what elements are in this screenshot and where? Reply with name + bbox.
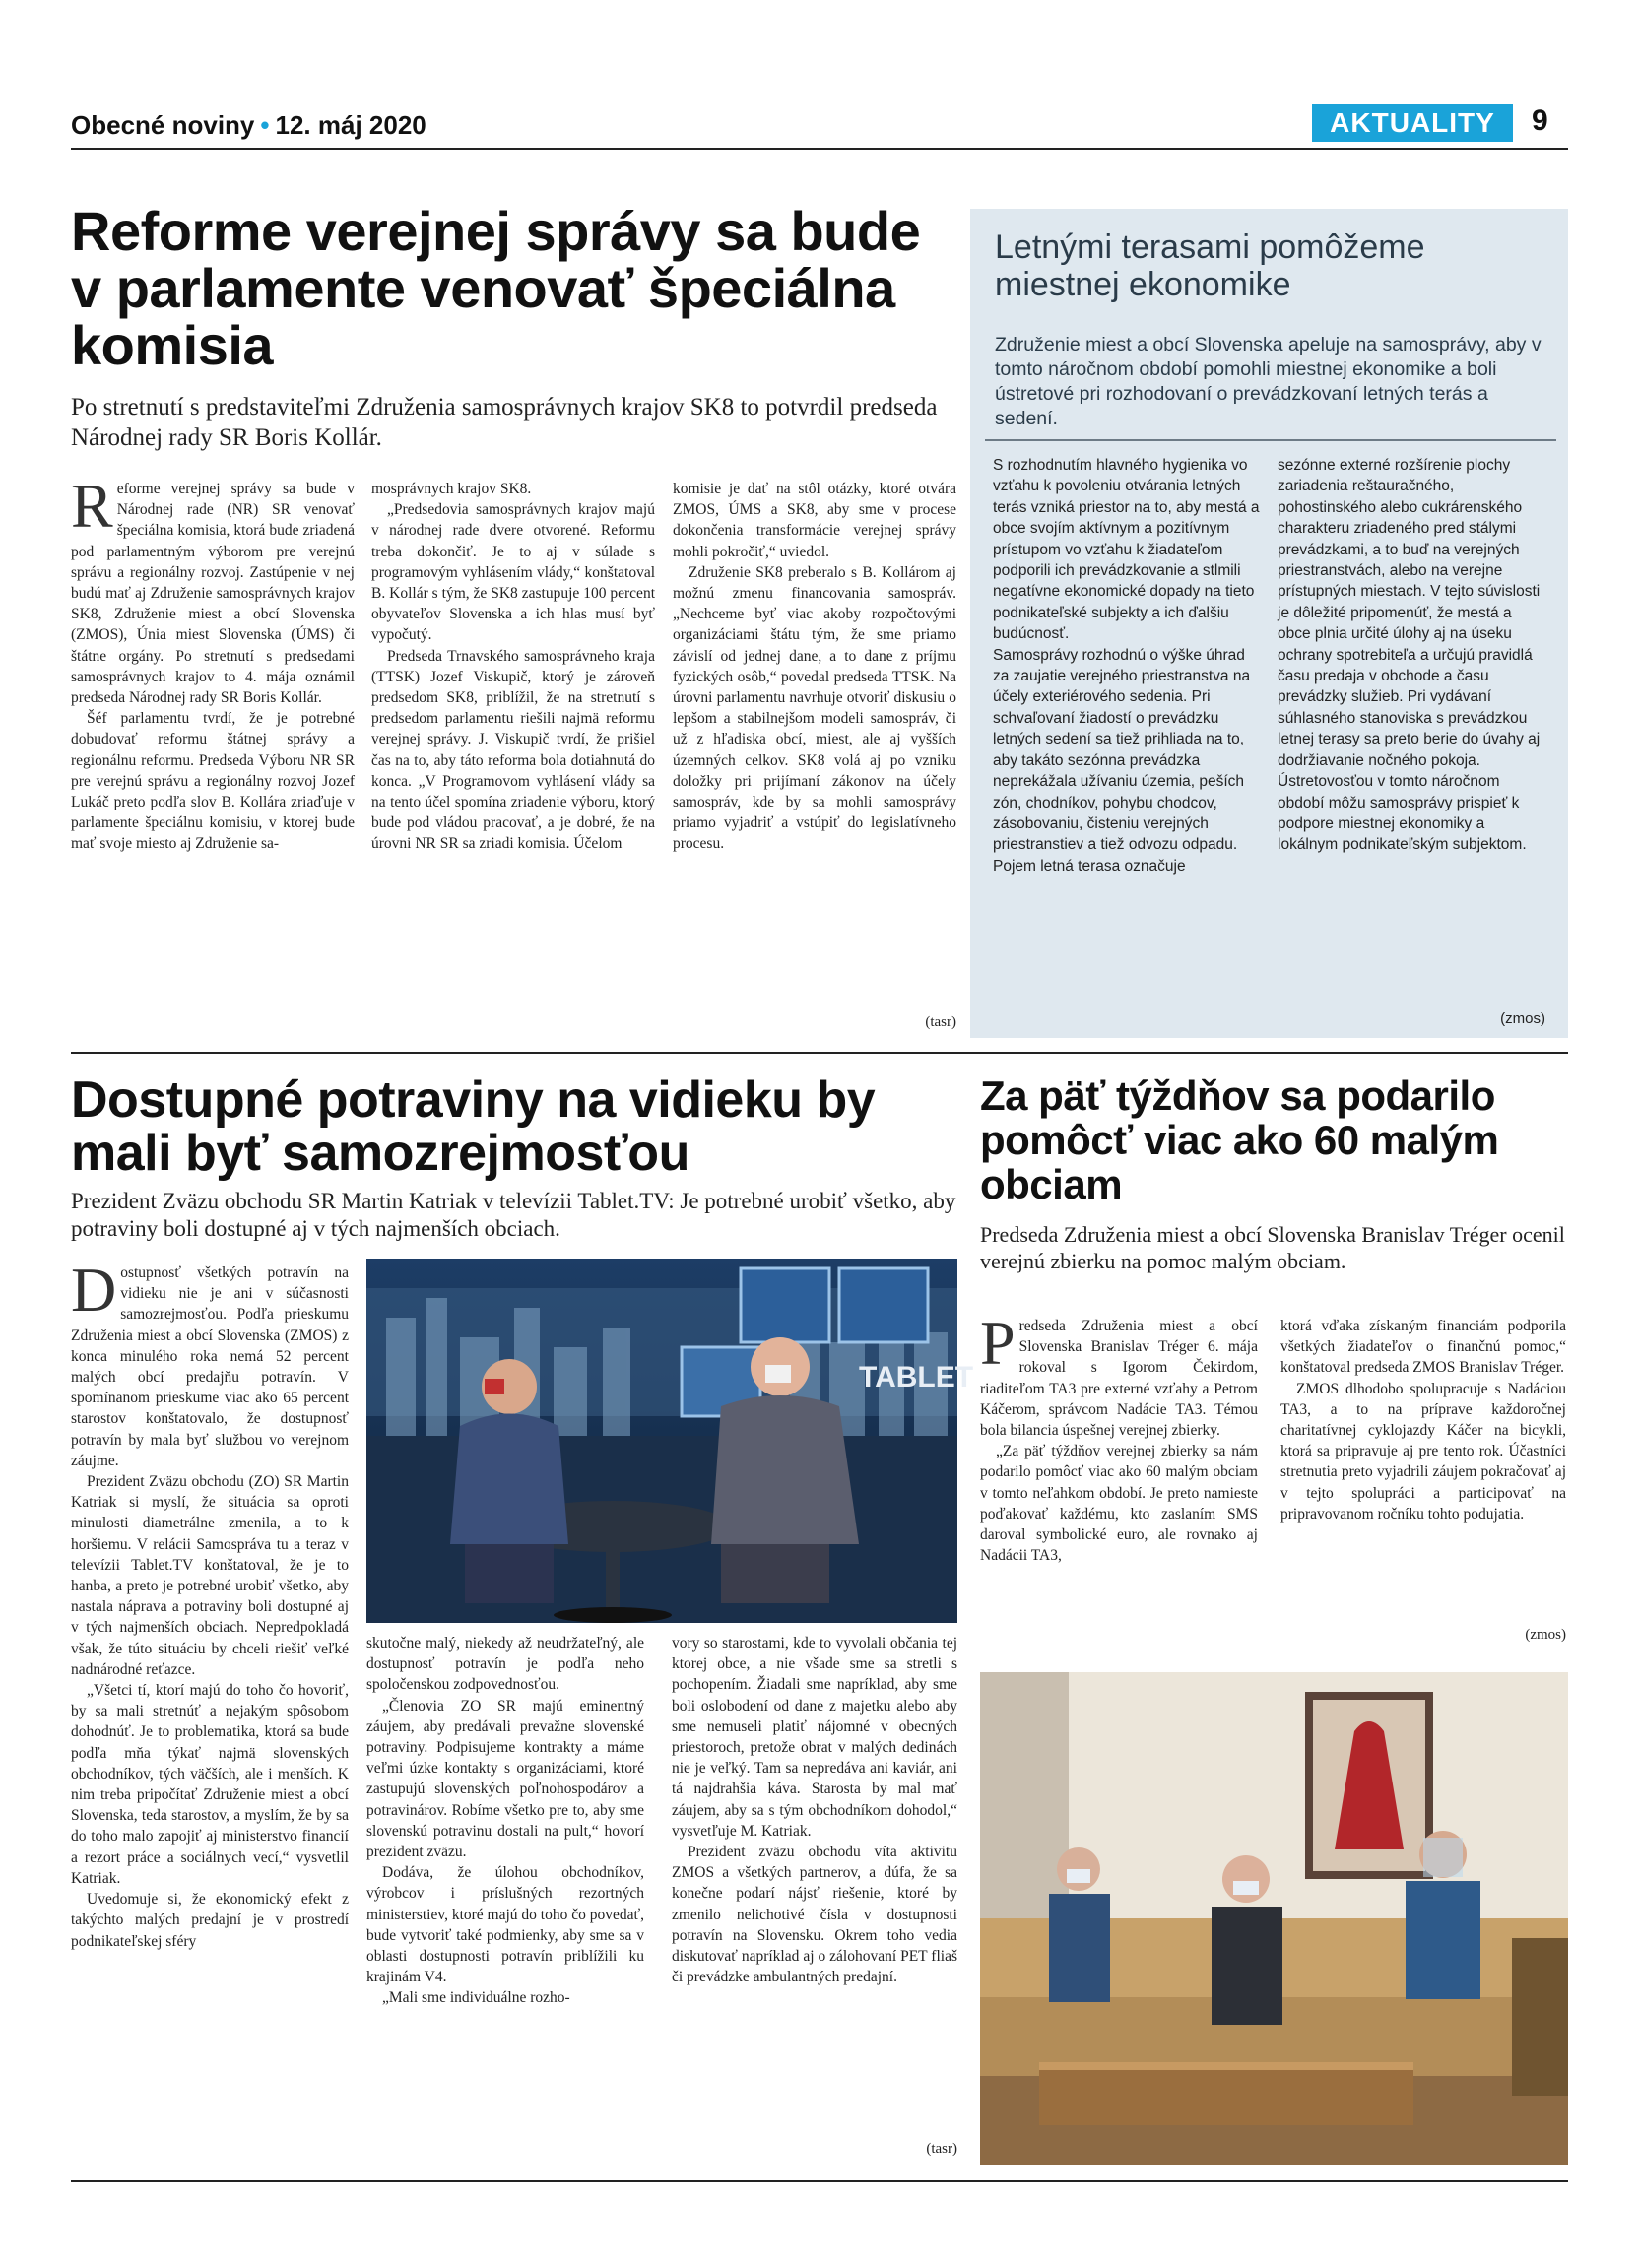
- article2-col1-p1: S rozhodnutím hlavného hygienika vo vzťahu k povoleniu otvárania letných terás vzniká priestor na to, aby mestá a obce svojím aktívnym a pozitívnym prístupom vo vzťahu k žiadateľom podporili ich prevádzkovanie a stlmili negatívne ekonomické dopady na tieto podnikateľské subjekty a ich ďalšiu budúcnosť.: [993, 457, 1260, 643]
- article3-col3-p2: Prezident zväzu obchodu víta aktivitu ZMOS a všetkých partnerov, a dúfa, že sa konečne podarí nájsť riešenie, ktoré by zmenilo nelichotivé čísla v dostupnosti potravín na Slovensku. Okrem toho vedia diskutovať napríklad aj o zálohovaní PET fliaš či prevádzke ambulantných predajní.: [672, 1844, 957, 1986]
- article1-deck: Po stretnutí s predstaviteľmi Združenia samosprávnych krajov SK8 to potvrdil predseda Národnej rady SR Boris Kollár.: [71, 394, 938, 451]
- article1-headline: Reforme verejnej správy sa bude v parlamente venovať špeciálna komisia: [71, 200, 921, 376]
- article1-col2: [371, 479, 655, 1040]
- article3-col1-p3: „Všetci tí, ktorí majú do toho čo hovoriť, by sa mali stretnúť a nejakým spôsobom dohodnúť. Je to problematika, ktorá sa bude podľa mňa týkať najmä slovenských obchodníkov, tých väčších, ale i menších. K nim treba pripočítať Združenie miest a obcí Slovenska, teda starostov, a myslím, že by sa do toho malo zapojiť aj ministerstvo financií a rezort práce a sociálnych vecí,“ vysvetlil Katriak.: [71, 1682, 349, 1887]
- header-rule: [71, 148, 1568, 150]
- article3-deck: Prezident Zväzu obchodu SR Martin Katriak v televízii Tablet.TV: Je potrebné urobiť všetko, aby potraviny boli dostupné aj v tých najmenších obciach.: [71, 1189, 956, 1241]
- tv-logo-text: TABLET: [859, 1361, 974, 1393]
- article1-source: (tasr): [925, 1014, 956, 1030]
- article3-headline: Dostupné potraviny na vidieku by mali byť samozrejmosťou: [71, 1071, 876, 1182]
- article4-headline: Za päť týždňov sa podarilo pomôcť viac ako 60 malým obciam: [980, 1072, 1499, 1207]
- article2-col1: [993, 455, 1261, 1016]
- tv-studio-illustration: [366, 1259, 974, 1623]
- section-label: AKTUALITY: [1312, 104, 1513, 142]
- article2-col2: [1278, 455, 1545, 1006]
- tv-studio-photo: [366, 1259, 974, 1623]
- article2-deck: Združenie miest a obcí Slovenska apeluje na samosprávy, aby v tomto náročnom období pomohli miestnej ekonomike a boli ústretové pri rozhodovaní o prevádzkovaní letných terás a sedení.: [995, 334, 1542, 429]
- article3-col2-p4: „Mali sme individuálne rozho-: [382, 1989, 570, 2007]
- article4-col1-p2: „Za päť týždňov verejnej zbierky sa nám podarilo pomôcť viac ako 60 malým obciam v tomto neľahkom období. Je preto namieste poďakovať každému, kto zaslaním SMS daroval symbolické euro, ale rovnako aj Nadácii TA3,: [980, 1443, 1258, 1565]
- article4-col2-p1: ktorá vďaka získaným financiám podporila všetkých žiadateľov o finančnú pomoc,“ konštatoval predseda ZMOS Branislav Tréger.: [1280, 1318, 1566, 1377]
- article3-col1: [71, 1255, 349, 2159]
- article1-col1-p2: Šéf parlamentu tvrdí, že je potrebné dobudovať reformu štátnej správy a regionálnu reformu. Predseda Výboru NR SR pre verejnú správu a regionálny rozvoj Jozef Lukáč preto podľa slov B. Kollára zriaďuje v parlamente špeciálnu komisiu, v ktorej bude mať svoje miesto aj Združenie sa-: [71, 710, 355, 853]
- meeting-photo: [980, 1672, 1568, 2165]
- article2-col1-p3: Pojem letná terasa označuje: [993, 857, 1186, 875]
- article1-col2-p3: Predseda Trnavského samosprávneho kraja (TTSK) Jozef Viskupič, ktorý je zároveň predsedom SK8, priblížil, že na stretnutí s predsedom parlamentu riešili najmä reformu verejnej správy. J. Viskupič tvrdí, že prišiel čas na to, aby táto reforma bola dotiahnutá do konca. „V Programovom vyhlásení vlády sa na tento účel spomína zriadenie výboru, ktorý bude pod vládou pracovať, a je dobré, že na úrovni NR SR sa zriadi komisia. Účelom: [371, 647, 655, 853]
- article4-col1-p1: redseda Združenia miest a obcí Slovenska Branislav Tréger 6. mája rokoval s Igorom Čekirdom, riaditeľom TA3 pre externé vzťahy a Petrom Káčerom, správcom Nadácie TA3. Témou bola bilancia úspešnej verejnej zbierky.: [980, 1318, 1258, 1440]
- article3-col2: [366, 1633, 644, 2165]
- article2-col2-p1: sezónne externé rozšírenie plochy zariadenia reštauračného, pohostinského alebo cukrárenského charakteru zriadeného pred stálymi prevádzkami, a to buď na verejných priestranstvách, alebo na verejne prístupných miestach. V tejto súvislosti je dôležité pripomenúť, že mestá a obce plnia určité úlohy aj na úseku ochrany spotrebiteľa a určujú pravidlá času predaja v obchode a času prevádzky služieb. Pri vydávaní súhlasného stanoviska s prevádzkou letnej terasy sa preto berie do úvahy aj dodržiavanie nočného pokoja.: [1278, 457, 1541, 769]
- article4-deck: Predseda Združenia miest a obcí Slovenska Branislav Tréger ocenil verejnú zbierku na pomoc malým obciam.: [980, 1222, 1565, 1273]
- article4-col2-p2: ZMOS dlhodobo spolupracuje s Nadáciou TA3, a to na príprave každoročnej charitatívnej cyklojazdy Káčer na bicykli, ktorá sa pripravuje aj pre tento rok. Účastníci stretnutia preto vyjadrili záujem pokračovať aj v tejto spolupráci a participovať na pripravovanom ročníku tohto podujatia.: [1280, 1380, 1566, 1523]
- article2-col1-p2: Samosprávy rozhodnú o výške úhrad za zaujatie verejného priestranstva na účely exteriérového sedenia. Pri schvaľovaní žiadostí o prevádzku letných sedení sa tiež prihliada na to, aby takáto sezónna prevádzka neprekážala užívaniu územia, peších zón, chodníkov, pohybu chodcov, zásobovaniu, čisteniu verejných priestranstiev a tiež odvozu odpadu.: [993, 646, 1251, 854]
- article2-headline: Letnými terasami pomôžeme miestnej ekonomike: [995, 228, 1425, 303]
- article1-col3: [673, 479, 956, 1010]
- meeting-illustration: [980, 1672, 1568, 2165]
- article2-col2-p2: Ústretovosťou v tomto náročnom období môžu samosprávy prispieť k podpore miestnej ekonomiky a lokálnym podnikateľským subjektom.: [1278, 773, 1527, 854]
- footer-rule: [71, 2180, 1568, 2182]
- article1-dropcap: R: [71, 471, 113, 541]
- article3-col1-p2: Prezident Zväzu obchodu (ZO) SR Martin Katriak si myslí, že situácia sa oproti minulosti diametrálne zmenila, a to k horšiemu. V relácii Samospráva tu a teraz v televízii Tablet.TV konštatoval, že je to hanba, a preto je potrebné urobiť všetko, aby nastala náprava a potraviny boli dostupné aj v tých najmenších obciach. Nepredpokladá však, že túto situáciu by chceli riešiť veľké nadnárodné reťazce.: [71, 1473, 349, 1678]
- article3-col3-p1: vory so starostami, kde to vyvolali občania tej ktorej obce, a nie všade sme sa stretli s pochopením. Žiadali sme napríklad, aby sme boli oslobodení od dane z majetku alebo aby sme nemuseli platiť nájomné v obecných priestoroch, pretože obrat v malých dedinách nie je veľký. Tam sa nepredáva ani kaviár, ani tá najdrahšia káva. Starosta by mal mať záujem, aby sa s tým obchodníkom dohodol,“ vysvetľuje M. Katriak.: [672, 1635, 957, 1840]
- article3-dropcap: D: [71, 1255, 117, 1325]
- article1-col1-p1: eforme verejnej správy sa bude v Národnej rade (NR) SR venovať špeciálna komisia, ktorá bude zriadená pod parlamentným výborom pre verejnú správu a regionálny rozvoj. Zastúpenie v nej budú mať aj Združenie samosprávnych krajov SK8, Združenie miest a obcí Slovenska (ZMOS), Únia miest Slovenska (ÚMS) či štátne orgány. Po stretnutí s predsedami samosprávnych krajov to 4. mája oznámil predseda Národnej rady SR Boris Kollár.: [71, 481, 355, 707]
- article3-col1-p4: Uvedomuje si, že ekonomický efekt z takýchto malých predajní je v prostredí podnikateľskej sféry: [71, 1891, 349, 1950]
- article4-col1: [980, 1308, 1258, 1651]
- article3-col3: [672, 1633, 957, 2078]
- article3-col2-p1: skutočne malý, niekedy až neudržateľný, ale dostupnosť potravín je podľa neho spoločenskou zodpovednosťou.: [366, 1635, 644, 1694]
- article1-col1: [71, 471, 355, 1040]
- article1-col2-p1: mosprávnych krajov SK8.: [371, 481, 532, 497]
- article3-col2-p3: Dodáva, že úlohou obchodníkov, výrobcov i príslušných rezortných ministerstiev, ktoré majú do toho čo povedať, bude vytvoriť také podmienky, aby sme sa v oblasti dostupnosti potravín priblížili ku krajinám V4.: [366, 1864, 644, 1986]
- article2-source: (zmos): [1500, 1010, 1545, 1027]
- page-header-left: [71, 110, 426, 141]
- article4-source: (zmos): [1525, 1627, 1566, 1643]
- article4-dropcap: P: [980, 1308, 1016, 1378]
- article1-col3-p1: komisie je dať na stôl otázky, ktoré otvára ZMOS, ÚMS a SK8, aby sme v procese dokončenia transformácie verejnej správy mohli pokročiť,“ uviedol.: [673, 481, 956, 560]
- middle-rule: [71, 1052, 1568, 1054]
- article3-source: (tasr): [926, 2141, 957, 2157]
- header-separator: •: [260, 110, 270, 140]
- page-number: 9: [1532, 104, 1548, 137]
- article4-col2: [1280, 1316, 1566, 1631]
- article3-col2-p2: „Členovia ZO SR majú eminentný záujem, aby predávali prevažne slovenské potraviny. Podpisujeme kontrakty a máme veľmi úzke kontakty s organizáciami, ktoré zastupujú slovenských poľnohospodárov a potravinárov. Robíme všetko pre to, aby sme slovenskú potravinu dostali na pult,“ hovorí prezident zväzu.: [366, 1697, 644, 1861]
- paper-name: Obecné noviny: [71, 110, 255, 140]
- article1-col2-p2: „Predsedovia samosprávnych krajov majú v národnej rade dvere otvorené. Reformu treba dokončiť. Je to aj v súlade s programovým vyhlásením vlády,“ konštatoval B. Kollár s tým, že SK8 zastupuje 100 percent obyvateľov Slovenska a ich hlas musí byť vypočutý.: [371, 501, 655, 644]
- article3-col1-p1: ostupnosť všetkých potravín na vidieku nie je ani v súčasnosti samozrejmosťou. Podľa prieskumu Združenia miest a obcí Slovenska (ZMOS) z konca minulého roka nemá 52 percent malých obcí predajňu potravín. V spomínanom prieskume viac ako 65 percent starostov konštatovalo, že dostupnosť potravín by mala byť službou vo verejnom záujme.: [71, 1264, 349, 1469]
- article2-rule: [985, 439, 1556, 441]
- article1-col3-p2: Združenie SK8 preberalo s B. Kollárom aj možnú zmenu financovania samospráv. „Nechceme byť viac akoby rozpočtovými organizáciami štátu tým, že sme priamo závislí od jednej dane, a to dane z príjmu fyzických osôb,“ povedal predseda TTSK. Na úrovni parlamentu navrhuje otvoriť diskusiu o lepšom a stabilnejšom modeli samospráv, či už z hľadiska obcí, miest, ale aj vyšších územných celkov. SK8 volá aj po vzniku doložky pri prijímaní zákonov na účely samospráv, kde by sa mohli samosprávy priamo vyjadriť a vstúpiť do legislatívneho procesu.: [673, 563, 956, 853]
- issue-date: 12. máj 2020: [275, 110, 426, 140]
